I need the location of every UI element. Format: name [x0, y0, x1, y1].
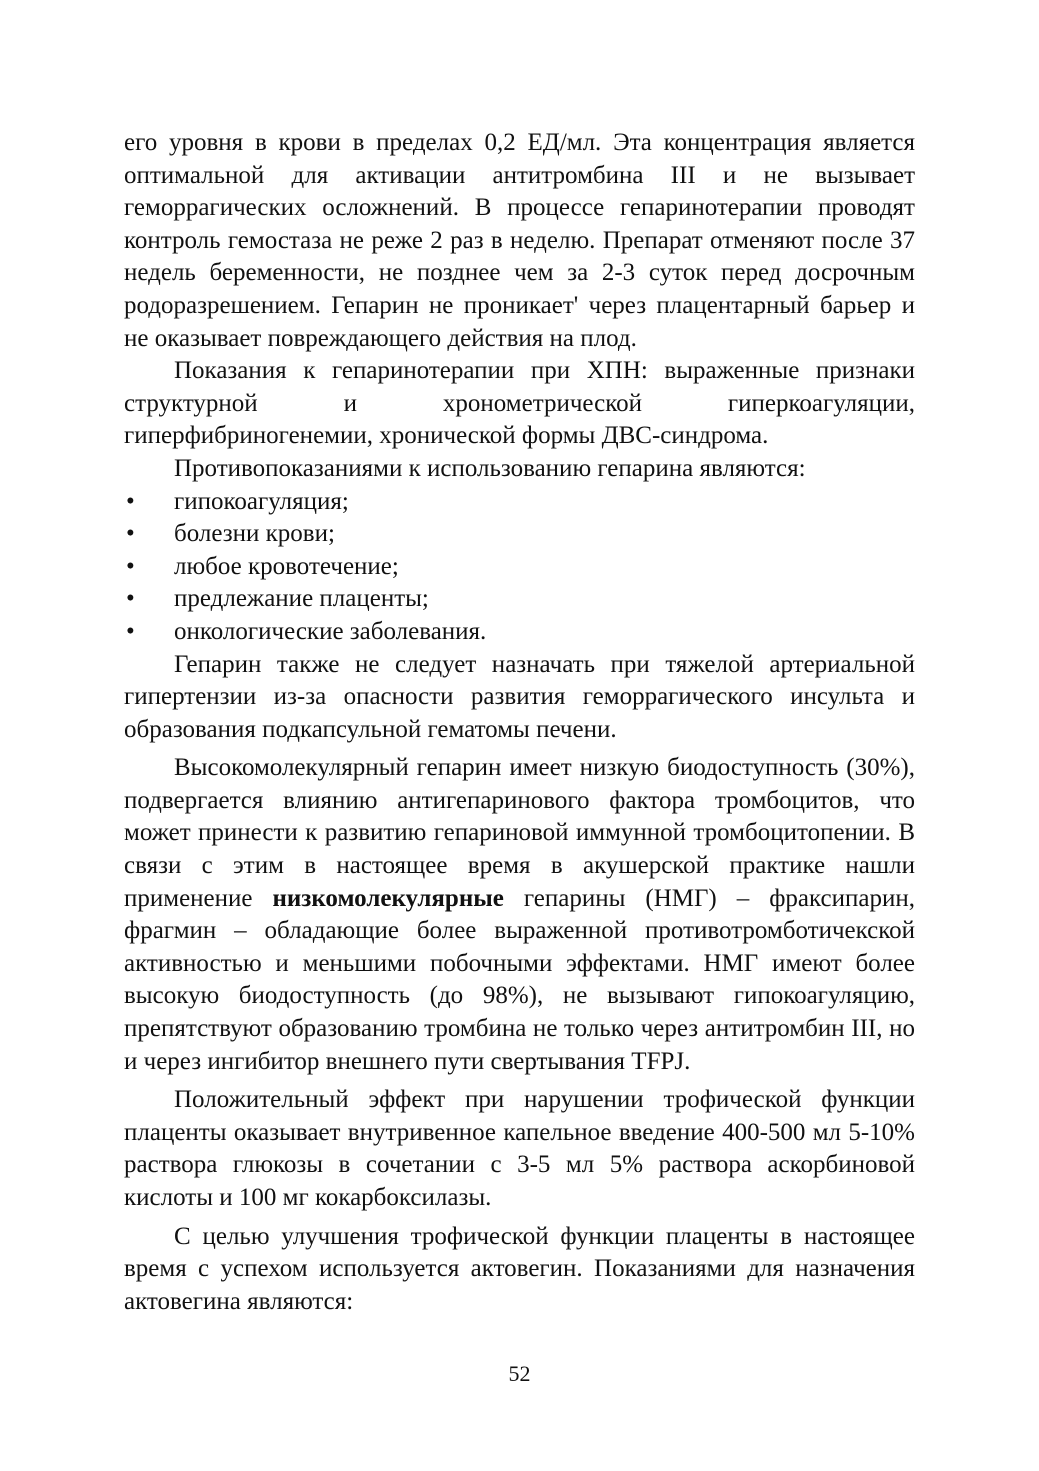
bullet-icon: • — [126, 520, 135, 548]
paragraph-heparin-level: его уровня в крови в пределах 0,2 ЕД/мл. Эта концентрация является оптимальной для активации антитромбина III и не вызывает геморрагических осложнений. В процессе гепаринотерапии проводят контроль гемостаза не реже 2 раз в неделю. Препарат отменяют после 37 недель беременности, не позднее чем за 2-3 суток перед досрочным родоразрешением. Гепарин не проникает' через плацентарный барьер и не оказывает повреждающего действия на плод. — [124, 129, 915, 352]
paragraph-lmwh-text-start: Высокомолекулярный гепарин имеет низкую биодоступность (30%), подвергается влиянию антигепаринового фактора тромбоцитов, что может принести к развитию гепариновой иммунной тромбоцитопении. В связи с этим в настоящее время в акушерской практике нашли применение — [124, 754, 915, 912]
contraindications-list — [124, 486, 915, 649]
paragraph-actovegin: С целью улучшения трофической функции плаценты в настоящее время с успехом используется актовегин. Показаниями для назначения актовегина являются: — [124, 1222, 915, 1315]
page-number: 52 — [508, 1361, 531, 1386]
list-item-text: онкологические заболевания. — [174, 617, 487, 645]
bullet-icon: • — [126, 585, 135, 613]
list-item — [124, 518, 915, 551]
paragraph-lmwh-text-end: гепарины (НМГ) – фраксипарин, фрагмин – обладающие более выраженной противотромботичекской активностью и меньшими побочными эффектами. НМГ имеют более высокую биодоступность (до 98%), не вызывают гипокоагуляцию, препятствуют образованию тромбина не только через антитромбин III, но и через ингибитор внешнего пути свертывания TFPJ. — [124, 884, 915, 1075]
list-item-text: гипокоагуляция; — [174, 487, 349, 515]
paragraph-indications: Показания к гепаринотерапии при ХПН: выраженные признаки структурной и хронометрической гиперкоагуляции, гиперфибриногенемии, хронической формы ДВС-синдрома. — [124, 357, 915, 450]
list-item-text: любое кровотечение; — [174, 552, 399, 580]
bullet-icon: • — [126, 617, 135, 645]
list-item — [124, 551, 915, 584]
bullet-icon: • — [126, 552, 135, 580]
paragraph-lmwh — [124, 752, 915, 1078]
page-body — [124, 127, 915, 1318]
paragraph-hypertension-warning: Гепарин также не следует назначать при тяжелой артериальной гипертензии из-за опасности развития геморрагического инсульта и образования подкапсульной гематомы печени. — [124, 650, 915, 743]
list-item-text: болезни крови; — [174, 520, 335, 548]
bullet-icon: • — [126, 487, 135, 515]
list-item-text: предлежание плаценты; — [174, 585, 429, 613]
bold-term-lmw: низкомолекулярные — [272, 884, 504, 912]
list-item — [124, 486, 915, 519]
paragraph-glucose-therapy: Положительный эффект при нарушении трофической функции плаценты оказывает внутривенное капельное введение 400-500 мл 5-10% раствора глюкозы в сочетании с 3-5 мл 5% раствора аскорбиновой кислоты и 100 мг кокарбоксилазы. — [124, 1086, 915, 1211]
paragraph-contraindications-intro: Противопоказаниями к использованию гепарина являются: — [174, 454, 806, 482]
list-item — [124, 583, 915, 616]
list-item — [124, 616, 915, 649]
